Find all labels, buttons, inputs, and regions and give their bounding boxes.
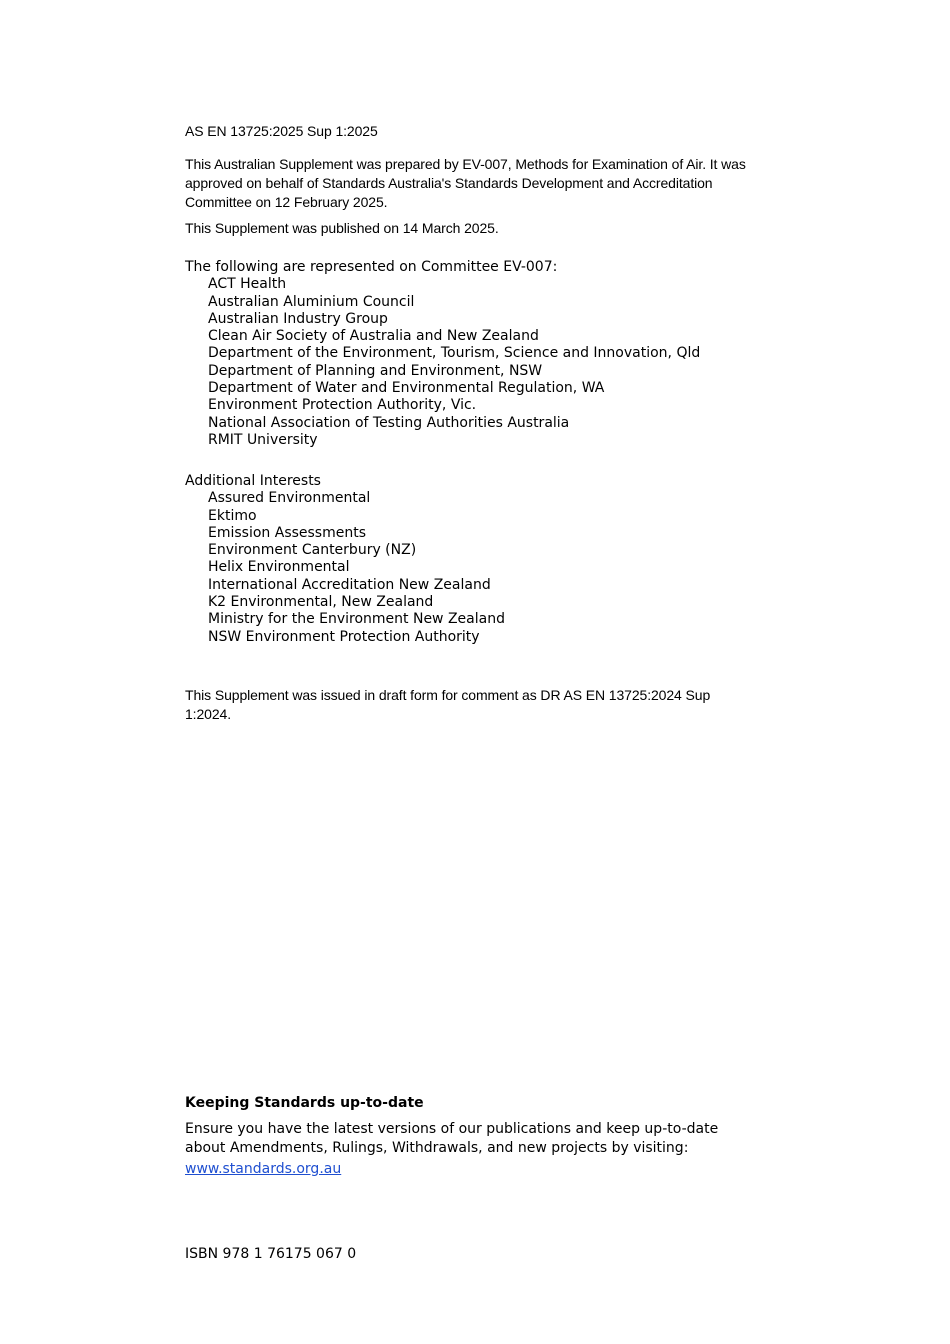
document-id-text: AS EN 13725:2025 Sup 1:2025 xyxy=(185,123,378,139)
draft-text: This Supplement was issued in draft form for comment as DR AS EN 13725:2024 Sup 1:2024. xyxy=(185,687,711,722)
committee-member-list xyxy=(185,276,785,449)
standards-website-link[interactable]: www.standards.org.au xyxy=(185,1161,342,1177)
document-id xyxy=(185,122,785,141)
additional-interests-heading: Additional Interests xyxy=(185,473,321,489)
additional-interests-list xyxy=(185,490,785,646)
list-item: Environment Protection Authority, Vic. xyxy=(208,397,477,414)
isbn xyxy=(185,1246,785,1263)
list-item: Clean Air Society of Australia and New Zealand xyxy=(208,328,539,345)
prepared-statement xyxy=(185,155,770,212)
keeping-text: Ensure you have the latest versions of our publications and keep up-to-date about Amendments, Rulings, Withdrawals, and new projects by visiting: xyxy=(185,1121,719,1156)
list-item: Department of Water and Environmental Regulation, WA xyxy=(208,380,605,397)
prepared-text: This Australian Supplement was prepared by EV-007, Methods for Examination of Air. It was approved on behalf of Standards Australia's Standards Development and Accreditation Committee on 12 February 2025. xyxy=(185,156,746,210)
draft-statement xyxy=(185,686,715,724)
list-item: Department of Planning and Environment, NSW xyxy=(208,362,543,379)
additional-interests-section xyxy=(185,473,785,646)
keeping-up-to-date-section xyxy=(185,1094,770,1179)
list-item: National Association of Testing Authorities Australia xyxy=(208,414,570,431)
keeping-heading: Keeping Standards up-to-date xyxy=(185,1095,424,1111)
list-item: NSW Environment Protection Authority xyxy=(208,628,480,645)
list-item: RMIT University xyxy=(208,431,318,448)
list-item: Helix Environmental xyxy=(208,559,350,576)
committee-section xyxy=(185,259,785,449)
list-item: Australian Aluminium Council xyxy=(208,293,415,310)
list-item: Ministry for the Environment New Zealand xyxy=(208,611,505,628)
published-text: This Supplement was published on 14 March 2025. xyxy=(185,220,499,236)
list-item: Ektimo xyxy=(208,507,257,524)
list-item: Australian Industry Group xyxy=(208,310,388,327)
list-item: International Accreditation New Zealand xyxy=(208,576,491,593)
isbn-text: ISBN 978 1 76175 067 0 xyxy=(185,1246,357,1262)
list-item: Environment Canterbury (NZ) xyxy=(208,542,417,559)
list-item: ACT Health xyxy=(208,276,287,293)
list-item: Assured Environmental xyxy=(208,490,371,507)
list-item: K2 Environmental, New Zealand xyxy=(208,594,434,611)
committee-heading: The following are represented on Committee EV-007: xyxy=(185,259,558,275)
list-item: Department of the Environment, Tourism, Science and Innovation, Qld xyxy=(208,345,701,362)
published-statement xyxy=(185,219,785,238)
list-item: Emission Assessments xyxy=(208,524,367,541)
